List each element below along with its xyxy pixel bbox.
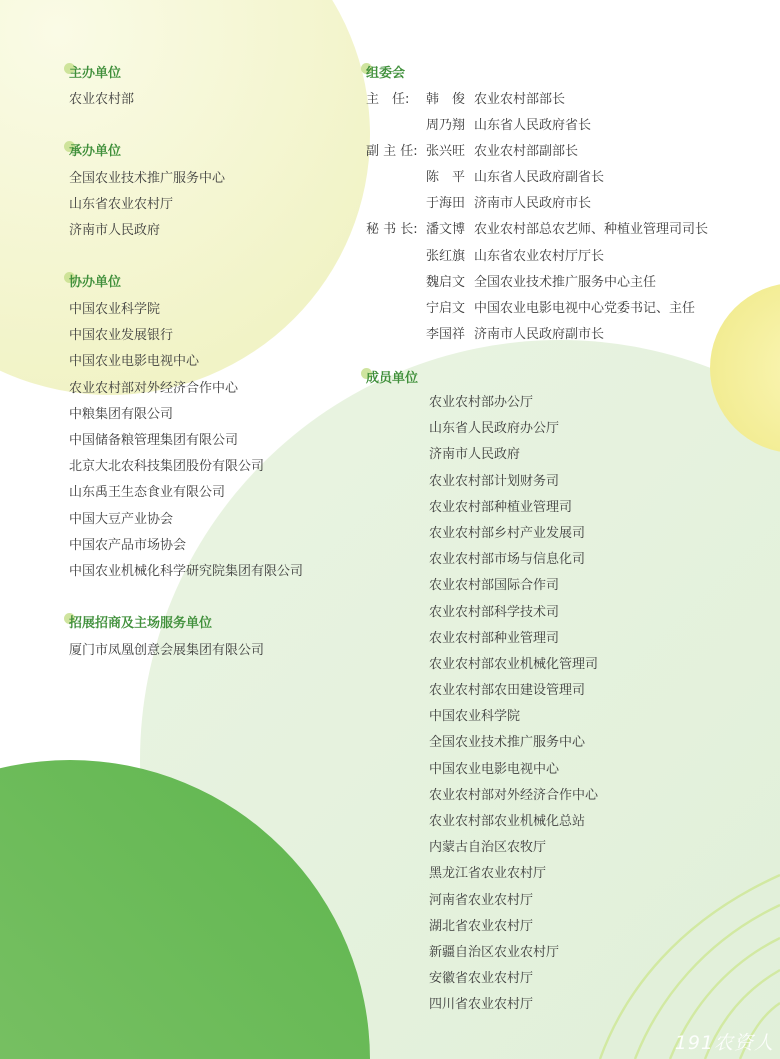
section-title-members: 成员单位 [366,370,418,388]
role-label: 主 任: [366,92,410,107]
list-item: 中国农产品市场协会 [69,537,187,553]
member-units-list [429,390,598,1019]
list-item: 农业农村部乡村产业发展司 [429,525,586,541]
list-item: 中国大豆产业协会 [69,511,174,527]
list-item: 农业农村部计划财务司 [429,473,560,489]
list-item: 内蒙古自治区农牧厅 [429,840,547,856]
section-title-committee: 组委会 [366,65,405,83]
list-item: 安徽省农业农村厅 [429,971,534,987]
position-title: 农业农村部副部长 [474,144,579,160]
list-item: 中国农业电影电视中心 [69,354,200,370]
organizer-list [69,166,225,245]
list-item: 河南省农业农村厅 [429,892,534,908]
list-item: 四川省农业农村厅 [429,997,534,1013]
list-item: 山东省人民政府办公厅 [429,421,560,437]
person-name: 周乃翔 [426,118,466,134]
list-item: 中国农业科学院 [69,302,161,317]
list-item: 农业农村部农业机械化管理司 [429,656,599,672]
person-name: 魏启文 [426,274,466,290]
person-name: 张红旗 [426,248,466,264]
person-name: 韩 俊 [426,92,466,107]
list-item: 北京大北农科技集团股份有限公司 [69,459,265,475]
person-name: 宁启文 [426,300,466,316]
list-item: 农业农村部科学技术司 [429,604,560,620]
list-item: 中国农业科学院 [429,709,521,725]
list-item: 农业农村部种植业管理司 [429,499,573,515]
position-title: 山东省人民政府副省长 [474,170,605,186]
position-title: 全国农业技术推广服务中心主任 [474,274,657,290]
list-item: 全国农业技术推广服务中心 [429,735,586,751]
person-name: 潘文博 [426,222,466,238]
position-title: 中国农业电影电视中心党委书记、主任 [474,300,696,316]
list-item: 中国农业发展银行 [69,328,174,344]
list-item: 济南市人民政府 [429,447,521,463]
list-item: 农业农村部 [69,92,135,107]
list-item: 农业农村部对外经济合作中心 [429,787,599,803]
list-item: 农业农村部种业管理司 [429,630,560,646]
position-title: 济南市人民政府副市长 [474,326,605,342]
list-item: 农业农村部办公厅 [429,395,534,410]
list-item: 济南市人民政府 [69,223,161,239]
list-item: 农业农村部市场与信息化司 [429,552,586,568]
list-item: 中国农业机械化科学研究院集团有限公司 [69,563,304,579]
list-item: 农业农村部农田建设管理司 [429,683,586,699]
position-title: 农业农村部总农艺师、种植业管理司司长 [474,222,709,238]
list-item: 全国农业技术推广服务中心 [69,171,226,186]
person-name: 张兴旺 [426,144,466,160]
position-title: 济南市人民政府市长 [474,196,592,212]
section-title-host: 主办单位 [69,65,121,83]
host-list [69,87,134,113]
position-title: 山东省人民政府省长 [474,118,592,134]
section-title-service: 招展招商及主场服务单位 [69,615,212,633]
service-list [69,638,264,664]
co-organizer-list [69,297,303,585]
section-title-co-organizer: 协办单位 [69,274,121,292]
list-item: 中国储备粮管理集团有限公司 [69,432,239,448]
list-item: 山东禹王生态食业有限公司 [69,485,226,501]
list-item: 山东省农业农村厅 [69,197,174,213]
section-title-organizer: 承办单位 [69,143,121,161]
list-item: 农业农村部对外经济合作中心 [69,380,239,396]
role-label: 副 主 任: [366,144,418,160]
person-name: 于海田 [426,196,466,212]
list-item: 湖北省农业农村厅 [429,918,534,934]
position-title: 农业农村部部长 [474,92,566,107]
list-item: 农业农村部国际合作司 [429,578,560,594]
list-item: 农业农村部农业机械化总站 [429,814,586,829]
role-label: 秘 书 长: [366,222,418,238]
list-item: 黑龙江省农业农村厅 [429,866,547,882]
position-title: 山东省农业农村厅厅长 [474,248,605,264]
person-name: 李国祥 [426,326,466,342]
list-item: 中国农业电影电视中心 [429,761,560,777]
list-item: 中粮集团有限公司 [69,406,174,422]
person-name: 陈 平 [426,170,466,186]
list-item: 新疆自治区农业农村厅 [429,944,560,960]
watermark-logo: 191农资人 [674,1032,774,1054]
list-item: 厦门市凤凰创意会展集团有限公司 [69,643,265,658]
